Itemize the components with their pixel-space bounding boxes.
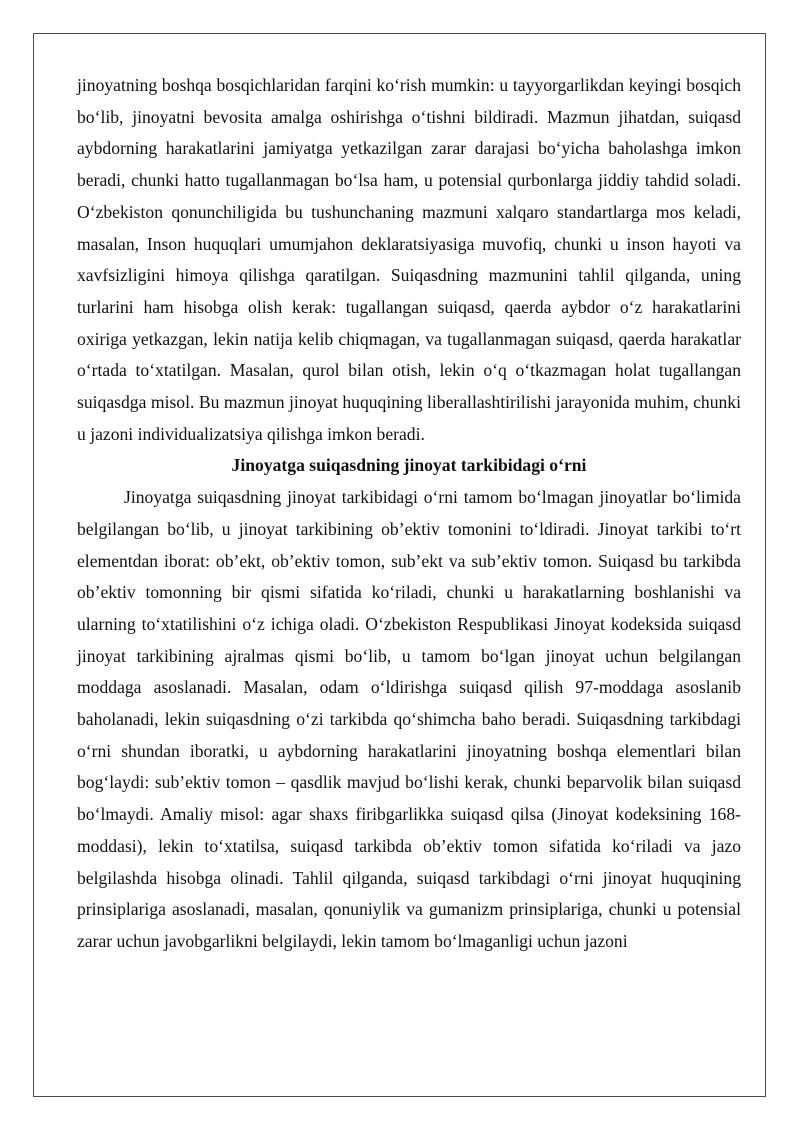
paragraph-section-body: Jinoyatga suiqasdning jinoyat tarkibidagi oʻrni tamom boʻlmagan jinoyatlar boʻlimida belgilangan boʻlib, u jinoyat tarkibining obʼektiv tomonini toʻldiradi. Jinoyat tarkibi toʻrt elementdan iborat: obʼekt, obʼektiv tomon, subʼekt va subʼektiv tomon. Suiqasd bu tarkibda obʼektiv tomonning bir qismi sifatida koʻriladi, chunki u harakatlarning boshlanishi va ularning toʻxtatilishini oʻz ichiga oladi. Oʻzbekiston Respublikasi Jinoyat kodeksida suiqasd jinoyat tarkibining ajralmas qismi boʻlib, u tamom boʻlgan jinoyat uchun belgilangan moddaga asoslanadi. Masalan, odam oʻldirishga suiqasd qilish 97-moddaga asoslanib baholanadi, lekin suiqasdning oʻzi tarkibda qoʻshimcha baho beradi. Suiqasdning tarkibdagi oʻrni shundan iboratki, u aybdorning harakatlarini jinoyatning boshqa elementlari bilan bogʻlaydi: subʼektiv tomon – qasdlik mavjud boʻlishi kerak, chunki beparvolik bilan suiqasd boʻlmaydi. Amaliy misol: agar shaxs firibgarlikka suiqasd qilsa (Jinoyat kodeksining 168-moddasi), lekin toʻxtatilsa, suiqasd tarkibda obʼektiv tomon sifatida koʻriladi va jazo belgilashda hisobga olinadi. Tahlil qilganda, suiqasd tarkibdagi oʻrni jinoyat huquqining prinsiplariga asoslanadi, masalan, qonuniylik va gumanizm prinsiplariga, chunki u potensial zarar uchun javobgarlikni belgilaydi, lekin tamom boʻlmaganligi uchun jazoni — [77, 487, 741, 951]
paragraph-continuation: jinoyatning boshqa bosqichlaridan farqini koʻrish mumkin: u tayyorgarlikdan keyingi bosqich boʻlib, jinoyatni bevosita amalga oshirishga oʻtishni bildiradi. Mazmun jihatdan, suiqasd aybdorning harakatlarini jamiyatga yetkazilgan zarar darajasi boʻyicha baholashga imkon beradi, chunki hatto tugallanmagan boʻlsa ham, u potensial qurbonlarga jiddiy tahdid soladi. Oʻzbekiston qonunchiligida bu tushunchaning mazmuni xalqaro standartlarga mos keladi, masalan, Inson huquqlari umumjahon deklaratsiyasiga muvofiq, chunki u inson hayoti va xavfsizligini himoya qilishga qaratilgan. Suiqasdning mazmunini tahlil qilganda, uning turlarini ham hisobga olish kerak: tugallangan suiqasd, qaerda aybdor oʻz harakatlarini oxiriga yetkazgan, lekin natija kelib chiqmagan, va tugallanmagan suiqasd, qaerda harakatlar oʻrtada toʻxtatilgan. Masalan, qurol bilan otish, lekin oʻq oʻtkazmagan holat tugallangan suiqasdga misol. Bu mazmun jinoyat huquqining liberallashtirilishi jarayonida muhim, chunki u jazoni individualizatsiya qilishga imkon beradi. — [77, 75, 741, 444]
document-body — [77, 70, 741, 958]
section-heading: Jinoyatga suiqasdning jinoyat tarkibidagi oʻrni — [231, 455, 587, 476]
